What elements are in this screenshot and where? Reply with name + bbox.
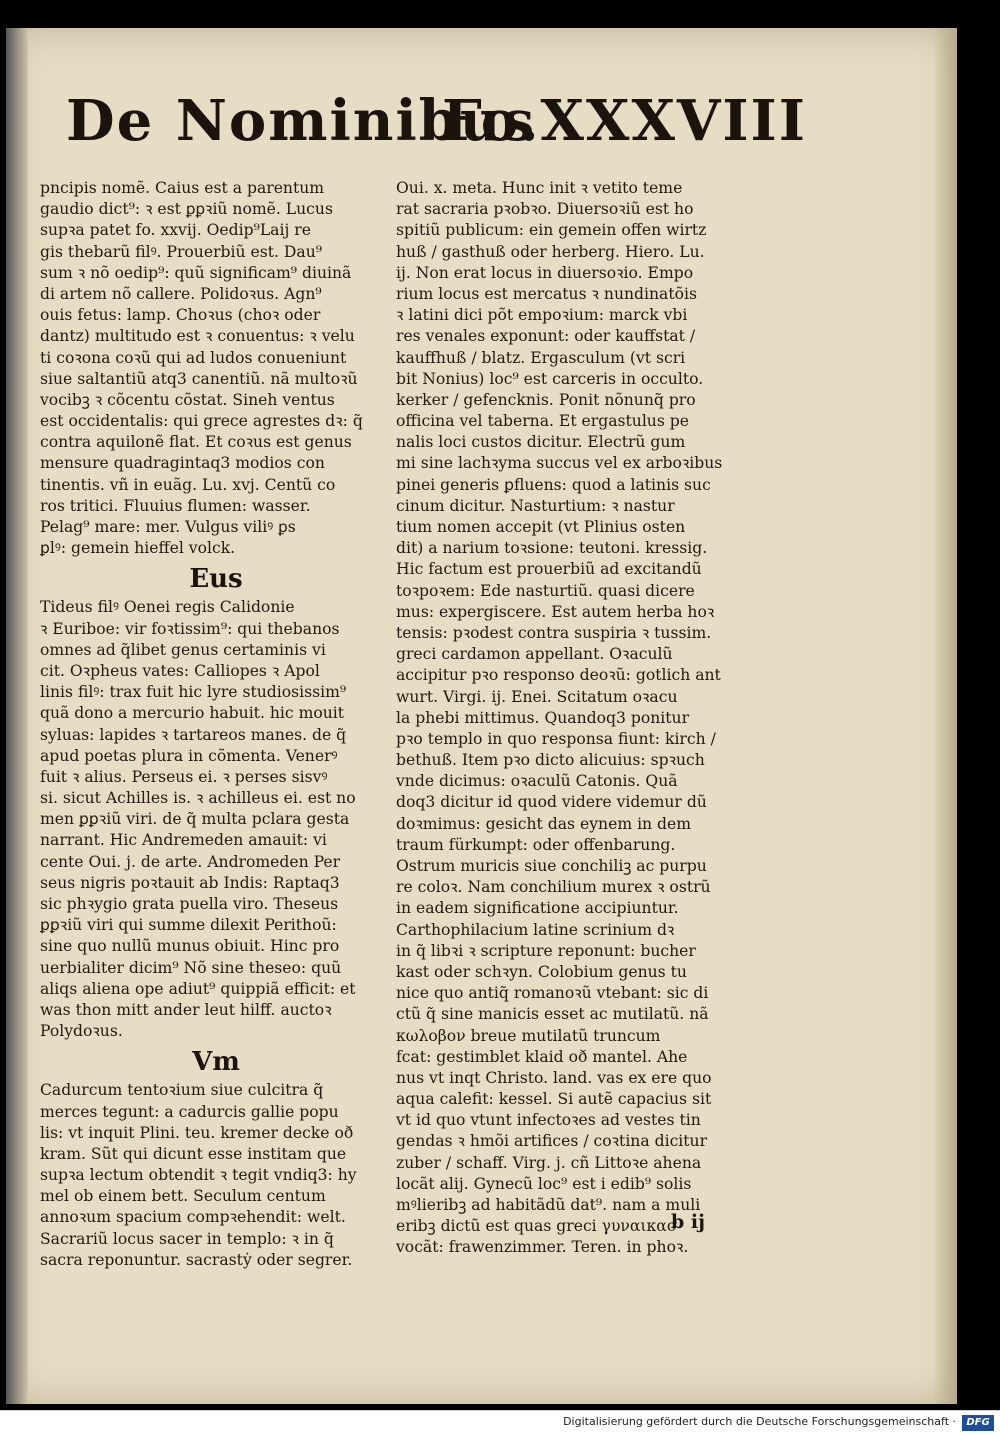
text-line: tinentis. vñ in euãg. Lu. xvj. Centũ co bbox=[40, 475, 336, 494]
text-line: res venales exponunt: oder kauffstat / bbox=[396, 327, 696, 346]
book-page bbox=[6, 28, 957, 1404]
text-line: dit) a narium toꝛsione: teutoni. kressig. bbox=[396, 539, 708, 558]
text-line: κωλοβον breue mutilatũ truncum bbox=[396, 1026, 661, 1045]
text-line: nice quo antiq̃ romanoꝛũ vtebant: sic di bbox=[396, 984, 709, 1003]
text-line: in eadem significatione accipiuntur. bbox=[396, 899, 679, 918]
text-line: aliqs aliena ope adiut⁹ quippiã efficit: et bbox=[40, 979, 356, 998]
text-line: Oui. x. meta. Hunc init ꝛ vetito teme bbox=[396, 179, 683, 197]
text-line: kram. Sũt qui dicunt esse institam que bbox=[40, 1144, 347, 1163]
text-line: Tideus filꝰ Oenei regis Calidonie bbox=[40, 598, 295, 617]
text-line: locãt alij. Gynecũ loc⁹ est i edib⁹ solis bbox=[396, 1174, 692, 1193]
text-line: ꝑꝑꝛiũ viri qui summe dilexit Perithoũ: bbox=[40, 916, 337, 935]
text-line: traum fürkumpt: oder offenbarung. bbox=[396, 835, 676, 854]
text-line: omnes ad q̃libet genus certaminis vi bbox=[40, 640, 326, 659]
text-line: vocãt: frawenzimmer. Teren. in phoꝛ. bbox=[396, 1238, 689, 1257]
text-line: eribꝫ dictũ est quas greci γυναικασ bbox=[396, 1217, 678, 1236]
text-line: Sacrariũ locus sacer in templo: ꝛ in q̃ bbox=[40, 1229, 334, 1248]
text-line: vt id quo vtunt infectoꝛes ad vestes tin bbox=[396, 1111, 701, 1130]
text-line: di artem nõ callere. Polidoꝛus. Agn⁹ bbox=[40, 284, 322, 303]
text-line: Ostrum muricis siue conchiliꝫ ac purpu bbox=[396, 857, 707, 875]
text-line: sum ꝛ nõ oedip⁹: quũ significam⁹ diuinã bbox=[40, 263, 352, 282]
text-line: syluas: lapides ꝛ tartareos manes. de q̃ bbox=[40, 725, 347, 744]
text-line: mus: expergiscere. Est autem herba hoꝛ bbox=[396, 602, 715, 621]
text-line: greci cardamon appellant. Oꝛaculũ bbox=[396, 645, 673, 664]
dfg-logo: DFG bbox=[962, 1415, 994, 1431]
text-line: wurt. Virgi. ij. Enei. Scitatum oꝛacu bbox=[396, 687, 678, 706]
text-line: linis filꝰ: trax fuit hic lyre studiosissim⁹ bbox=[40, 683, 347, 702]
text-line: gendas ꝛ hmõi artifices / coꝛtina dicitur bbox=[396, 1132, 708, 1151]
text-line: sic phꝛygio grata puella viro. Theseus bbox=[40, 895, 339, 913]
text-line: ctũ q̃ sine manicis esset ac mutilatũ. nã bbox=[396, 1005, 709, 1024]
text-line: tium nomen accepit (vt Plinius osten bbox=[396, 518, 686, 536]
text-line: pinei generis ꝑfluens: quod a latinis suc bbox=[396, 475, 711, 494]
text-line: seus nigris poꝛtauit ab Indis: Raptaq3 bbox=[40, 873, 340, 892]
text-line: Polydoꝛus. bbox=[40, 1022, 123, 1041]
text-line: mensure quadragintaq3 modios con bbox=[40, 454, 325, 473]
text-line: mi sine lachꝛyma succus vel ex arboꝛibus bbox=[396, 454, 723, 473]
text-line: fcat: gestimblet klaid oð mantel. Ahe bbox=[396, 1047, 688, 1066]
text-line: narrant. Hic Andremeden amauit: vi bbox=[40, 831, 327, 850]
text-line: kauffhuß / blatz. Ergasculum (vt scri bbox=[396, 348, 686, 367]
text-line: fuit ꝛ alius. Perseus ei. ꝛ perses sisvꝰ bbox=[40, 767, 328, 786]
text-line: merces tegunt: a cadurcis gallie popu bbox=[40, 1102, 339, 1121]
text-line: quã dono a mercurio habuit. hic mouit bbox=[40, 704, 345, 723]
text-line: in q̃ libꝛi ꝛ scripture reponunt: bucher bbox=[396, 941, 696, 960]
text-line: bethuß. Item pꝛo dicto alicuius: spꝛuch bbox=[396, 751, 705, 770]
text-line: mel ob einem bett. Seculum centum bbox=[40, 1187, 326, 1206]
text-line: huß / gasthuß oder herberg. Hiero. Lu. bbox=[396, 242, 705, 261]
text-line: aqua calefit: kessel. Si autẽ capacius sit bbox=[396, 1090, 712, 1109]
text-line: zuber / schaff. Virg. j. cñ Littoꝛe ahena bbox=[396, 1153, 702, 1172]
text-line: nalis loci custos dicitur. Electrũ gum bbox=[396, 433, 686, 452]
text-line: tensis: pꝛodest contra suspiria ꝛ tussim. bbox=[396, 623, 712, 642]
text-line: Hic factum est prouerbiũ ad excitandũ bbox=[396, 560, 702, 579]
left-text-column bbox=[40, 178, 392, 1271]
section-heading: Eus bbox=[189, 564, 243, 595]
text-line: vnde dicimus: oꝛaculũ Catonis. Quã bbox=[396, 772, 678, 791]
text-line: ꝑlꝰ: gemein hieffel volck. bbox=[40, 539, 236, 558]
text-line: pncipis nomẽ. Caius est a parentum bbox=[40, 179, 325, 197]
text-line: sacra reponuntur. sacrastẏ oder segrer. bbox=[40, 1250, 353, 1269]
text-line: accipitur pꝛo responso deoꝛũ: gotlich ant bbox=[396, 666, 721, 685]
footer-credit: Digitalisierung gefördert durch die Deutsche Forschungsgemeinschaft · bbox=[563, 1415, 956, 1428]
text-line: kerker / gefencknis. Ponit nõnunq̃ pro bbox=[396, 390, 696, 409]
text-line: rium locus est mercatus ꝛ nundinatõis bbox=[396, 284, 697, 303]
text-line: gis thebarũ filꝰ. Prouerbiũ est. Dau⁹ bbox=[40, 242, 322, 261]
text-line: men ꝑꝑꝛiũ viri. de q̃ multa pclara gesta bbox=[40, 810, 350, 829]
text-line: uerbialiter dicim⁹ Nõ sine theseo: quũ bbox=[40, 958, 342, 977]
text-line: ti coꝛona coꝛũ qui ad ludos conueniunt bbox=[40, 348, 347, 367]
text-line: spitiũ publicum: ein gemein offen wirtz bbox=[396, 221, 707, 240]
text-line: kast oder schꝛyn. Colobium genus tu bbox=[396, 962, 687, 981]
text-line: Carthophilacium latine scrinium dꝛ bbox=[396, 920, 675, 939]
text-line: est occidentalis: qui grece agrestes dꝛ: q̃ bbox=[40, 412, 363, 431]
section-heading: Vm bbox=[192, 1047, 240, 1078]
text-line: pꝛo templo in quo responsa fiunt: kirch / bbox=[396, 729, 716, 748]
text-line: lis: vt inquit Plini. teu. kremer decke oð bbox=[40, 1123, 354, 1142]
text-line: bit Nonius) loc⁹ est carceris in occulto. bbox=[396, 369, 704, 388]
text-line: doꝛmimus: gesicht das eynem in dem bbox=[396, 814, 692, 833]
text-line: cit. Oꝛpheus vates: Calliopes ꝛ Apol bbox=[40, 661, 320, 680]
text-line: la phebi mittimus. Quandoq3 ponitur bbox=[396, 708, 690, 727]
text-line: ꝛ Euriboe: vir foꝛtissim⁹: qui thebanos bbox=[40, 619, 340, 638]
running-header bbox=[66, 88, 807, 178]
text-line: siue saltantiũ atq3 canentiũ. nã multoꝛũ bbox=[40, 369, 358, 388]
text-line: ouis fetus: lamp. Choꝛus (choꝛ oder bbox=[40, 306, 321, 325]
text-line: ij. Non erat locus in diuersoꝛio. Empo bbox=[396, 263, 694, 282]
text-line: Pelag⁹ mare: mer. Vulgus viliꝰ ꝑs bbox=[40, 518, 296, 536]
footer-bar bbox=[0, 1410, 1000, 1436]
header-title: De Nominibus bbox=[66, 88, 537, 154]
text-line: vocibꝫ ꝛ cõcentu cõstat. Sineh ventus bbox=[40, 390, 335, 409]
text-line: supꝛa lectum obtendit ꝛ tegit vndiq3: hy bbox=[40, 1166, 357, 1185]
text-line: toꝛpoꝛem: Ede nasturtiũ. quasi dicere bbox=[396, 581, 695, 600]
book-binding-edge bbox=[6, 28, 28, 1404]
text-line: cinum dicitur. Nasturtium: ꝛ nastur bbox=[396, 496, 675, 515]
folio-number: Fo.XXXVIII bbox=[442, 88, 807, 154]
text-line: annoꝛum spacium compꝛehendit: welt. bbox=[40, 1208, 346, 1227]
right-text-column bbox=[396, 178, 744, 1259]
text-line: supꝛa patet fo. xxvij. Oedip⁹Laij re bbox=[40, 221, 311, 240]
text-line: cente Oui. j. de arte. Andromeden Per bbox=[40, 852, 341, 871]
page-edge-shadow bbox=[933, 28, 957, 1404]
text-line: was thon mitt ander leut hilff. auctoꝛ bbox=[40, 1000, 332, 1019]
text-line: dantz) multitudo est ꝛ conuentus: ꝛ velu bbox=[40, 327, 355, 346]
text-line: nus vt inqt Christo. land. vas ex ere quo bbox=[396, 1068, 712, 1087]
text-line: ros tritici. Fluuius flumen: wasser. bbox=[40, 496, 311, 515]
text-line: ꝛ latini dici põt empoꝛium: marck vbi bbox=[396, 306, 688, 325]
text-line: rat sacraria pꝛobꝛo. Diuersoꝛiũ est ho bbox=[396, 200, 694, 219]
text-line: si. sicut Achilles is. ꝛ achilleus ei. est no bbox=[40, 789, 356, 808]
text-line: Cadurcum tentoꝛium siue culcitra q̃ bbox=[40, 1081, 324, 1100]
text-line: re coloꝛ. Nam conchilium murex ꝛ ostrũ bbox=[396, 878, 711, 897]
text-line: mꝰlieribꝫ ad habitãdũ dat⁹. nam a muli bbox=[396, 1196, 701, 1214]
text-line: gaudio dict⁹: ꝛ est ꝑꝑꝛiũ nomẽ. Lucus bbox=[40, 200, 333, 219]
text-line: officina vel taberna. Et ergastulus pe bbox=[396, 412, 690, 431]
text-line: apud poetas plura in cõmenta. Venerꝰ bbox=[40, 746, 338, 765]
text-line: doq3 dicitur id quod videre videmur dũ bbox=[396, 793, 707, 812]
signature-mark: b ij bbox=[671, 1211, 705, 1233]
text-line: contra aquilonẽ flat. Et coꝛus est genus bbox=[40, 433, 352, 452]
text-line: sine quo nullũ munus obiuit. Hinc pro bbox=[40, 937, 340, 956]
